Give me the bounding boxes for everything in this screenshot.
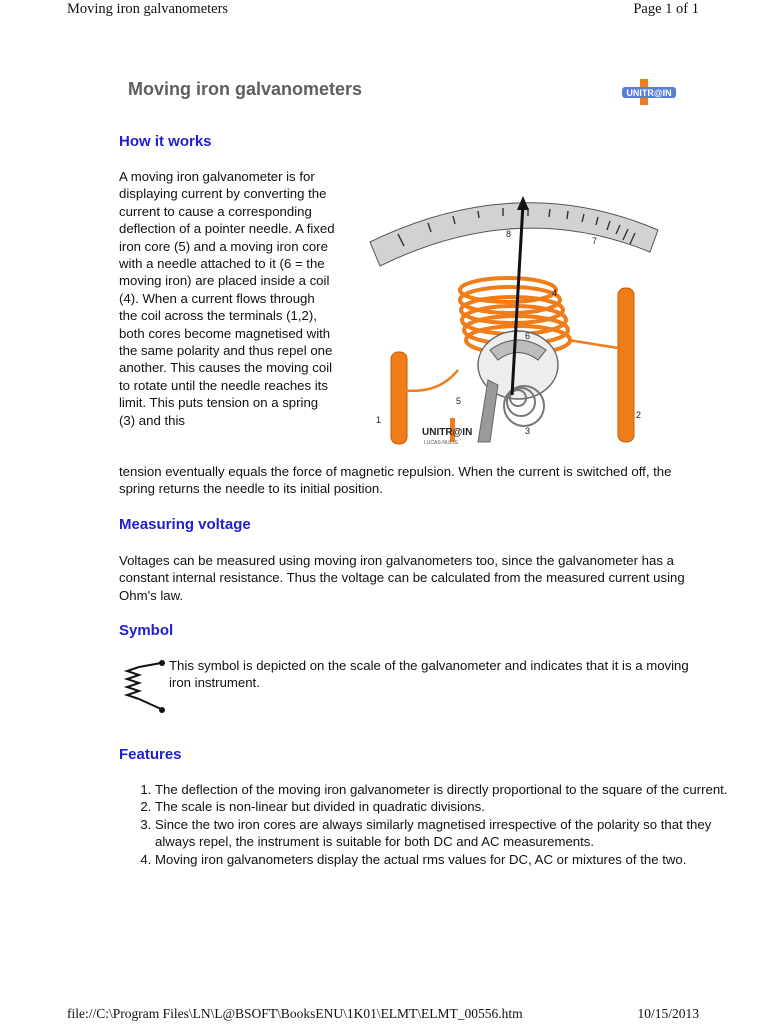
galvanometer-diagram: [368, 190, 668, 450]
label-moving-iron: 6: [525, 331, 531, 341]
section-heading-features: Features: [119, 746, 182, 763]
features-list: [119, 781, 740, 868]
how-it-works-text-continued: tension eventually equals the force of magnetic repulsion. When the current is switched off, the spring returns the needle to its initial position.: [119, 464, 672, 497]
section-heading-measuring-voltage: Measuring voltage: [119, 516, 251, 533]
label-terminal-2: 2: [636, 410, 642, 420]
symbol-description: This symbol is depicted on the scale of the galvanometer and indicates that it is a moving iron instrument.: [169, 658, 689, 691]
list-item: 1. The deflection of the moving iron galvanometer is directly proportional to the square of the current.: [155, 781, 740, 798]
terminal-post-left: [391, 352, 407, 444]
page-title: Moving iron galvanometers: [128, 79, 363, 99]
scale-label-8: 8: [506, 229, 512, 239]
how-it-works-text: A moving iron galvanometer is for displaying current by converting the current to cause a corresponding deflection of a pointer needle. A fixed iron core (5) and a moving iron core with a needle attached to it (6 = the moving iron) are placed inside a coil (4). When a current flows through the coil across the terminals (1,2), both cores become magnetised with the same polarity and thus repel one another. This causes the moving coil to rotate until the needle reaches its limit. This puts tension on a spring (3) and this: [119, 169, 335, 428]
diagram-brand-text: UNITR@IN: [422, 427, 473, 438]
scale-arc: [370, 203, 658, 266]
page-header-title: Moving iron galvanometers: [67, 1, 229, 17]
diagram-brand-sub: LUCAS-NULLE: [424, 440, 459, 446]
list-item: 4. Moving iron galvanometers display the actual rms values for DC, AC or mixtures of the two.: [155, 851, 740, 868]
scale-label-7: 7: [592, 236, 598, 246]
spring: [504, 386, 544, 426]
label-coil: 4: [552, 288, 558, 298]
unitrain-logo: [620, 77, 678, 107]
moving-iron-symbol-icon: [119, 655, 167, 717]
measuring-voltage-text: Voltages can be measured using moving iron galvanometers too, since the galvanometer has a constant internal resistance. Thus the voltage can be calculated from the measured current using Ohm's law.: [119, 553, 685, 603]
logo-text: UNITR@IN: [626, 88, 672, 98]
label-terminal-1: 1: [376, 415, 382, 425]
terminal-post-right: [618, 288, 634, 442]
section-heading-symbol: Symbol: [119, 622, 174, 639]
list-item: 3. Since the two iron cores are always similarly magnetised irrespective of the polarity so that they always repel, the instrument is suitable for both DC and AC measurements.: [155, 816, 740, 851]
page-number: Page 1 of 1: [633, 1, 699, 17]
section-heading-how-it-works: How it works: [119, 133, 212, 150]
page-footer-date: 10/15/2013: [637, 1006, 699, 1021]
label-spring: 3: [525, 426, 531, 436]
list-item: 2. The scale is non-linear but divided in quadratic divisions.: [155, 798, 740, 815]
label-fixed-core: 5: [456, 396, 462, 406]
page-footer-path: file://C:\Program Files\LN\L@BSOFT\BooksENU\1K01\ELMT\ELMT_00556.htm: [67, 1006, 523, 1021]
